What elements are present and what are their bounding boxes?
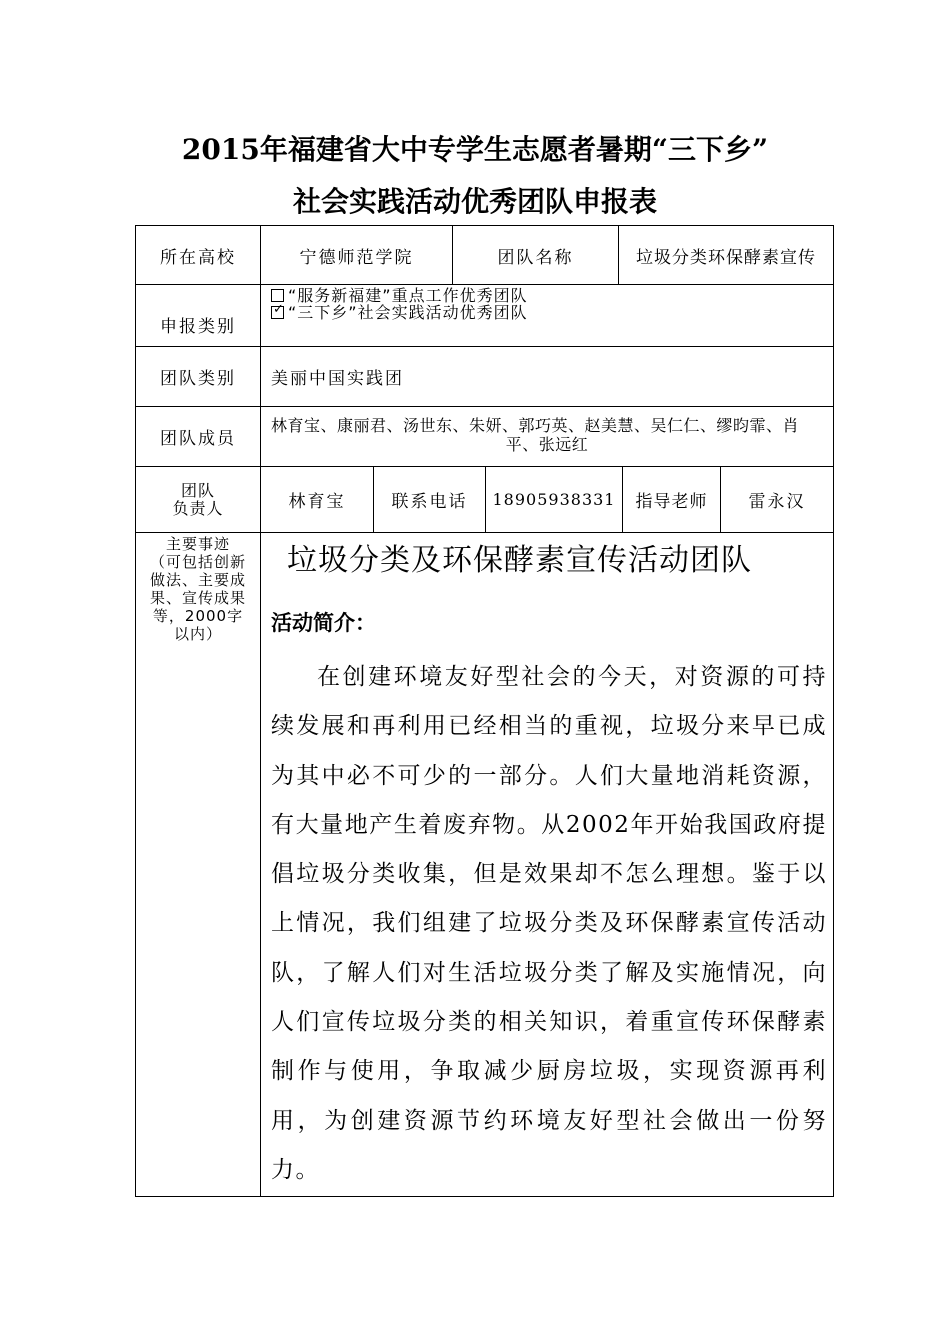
category-option-label: “服务新福建”重点工作优秀团队 bbox=[288, 286, 528, 305]
deeds-label-line: 做法、主要成 bbox=[149, 571, 246, 589]
deeds-label-line: 以内） bbox=[173, 625, 222, 643]
category-label: 申报类别 bbox=[160, 317, 236, 337]
category-option-label: “三下乡”社会实践活动优秀团队 bbox=[288, 303, 528, 322]
members-line: 林育宝、康丽君、汤世东、朱妍、郭巧英、赵美慧、吴仁仁、缪昀霏、肖 bbox=[271, 416, 800, 435]
advisor-value: 雷永汉 bbox=[748, 492, 806, 512]
members-value bbox=[261, 416, 833, 454]
deeds-label bbox=[136, 535, 260, 643]
leader-value: 林育宝 bbox=[288, 492, 346, 512]
content-paragraph: 在创建环境友好型社会的今天，对资源的可持续发展和再利用已经相当的重视，垃圾分来早已成为其中必不可少的一部分。人们大量地消耗资源，有大量地产生着废弃物。从2002年开始我国政府提倡垃圾分类收集，但是效果却不怎么理想。鉴于以上情况，我们组建了垃圾分类及环保酵素宣传活动队，了解人们对生活垃圾分类了解及实施情况，向人们宣传垃圾分类的相关知识，着重宣传环保酵素制作与使用，争取减少厨房垃圾，实现资源再利用，为创建资源节约环境友好型社会做出一份努力。 bbox=[271, 664, 827, 1183]
team-type-label: 团队类别 bbox=[160, 369, 236, 389]
label-column-divider bbox=[260, 225, 261, 1197]
members-line: 平、张远红 bbox=[505, 435, 589, 454]
team-name-label: 团队名称 bbox=[497, 247, 574, 268]
members-label: 团队成员 bbox=[160, 429, 236, 449]
advisor-label: 指导老师 bbox=[635, 492, 708, 512]
team-name-value: 垃圾分类环保酵素宣传 bbox=[636, 247, 816, 268]
deeds-label-line: （可包括创新 bbox=[149, 553, 246, 571]
table-border-right bbox=[833, 225, 834, 1197]
phone-value: 18905938331 bbox=[492, 490, 616, 509]
form-title-line1: 2015年福建省大中专学生志愿者暑期“三下乡” bbox=[181, 133, 769, 166]
school-label: 所在高校 bbox=[160, 247, 236, 268]
deeds-label-line: 主要事迹 bbox=[165, 535, 230, 553]
leader-label-line: 团队 bbox=[180, 480, 215, 500]
deeds-label-line: 等，2000字 bbox=[152, 607, 244, 625]
phone-label: 联系电话 bbox=[391, 492, 468, 512]
school-value: 宁德师范学院 bbox=[299, 247, 414, 268]
deeds-label-line: 果、宣传成果 bbox=[149, 589, 246, 607]
checkbox-checked-icon[interactable] bbox=[271, 306, 284, 319]
category-option-three-to-countryside[interactable] bbox=[271, 304, 528, 321]
category-options bbox=[271, 287, 528, 321]
category-option-service-fujian[interactable] bbox=[271, 287, 528, 304]
row-divider bbox=[135, 532, 834, 533]
team-type-value: 美丽中国实践团 bbox=[271, 369, 404, 389]
content-subheading: 活动简介： bbox=[271, 611, 376, 635]
leader-label bbox=[136, 467, 260, 532]
table-border-bottom bbox=[135, 1196, 834, 1197]
leader-label-line: 负责人 bbox=[172, 498, 224, 518]
form-title-line2: 社会实践活动优秀团队申报表 bbox=[292, 185, 657, 218]
content-heading: 垃圾分类及环保酵素宣传活动团队 bbox=[287, 543, 752, 578]
